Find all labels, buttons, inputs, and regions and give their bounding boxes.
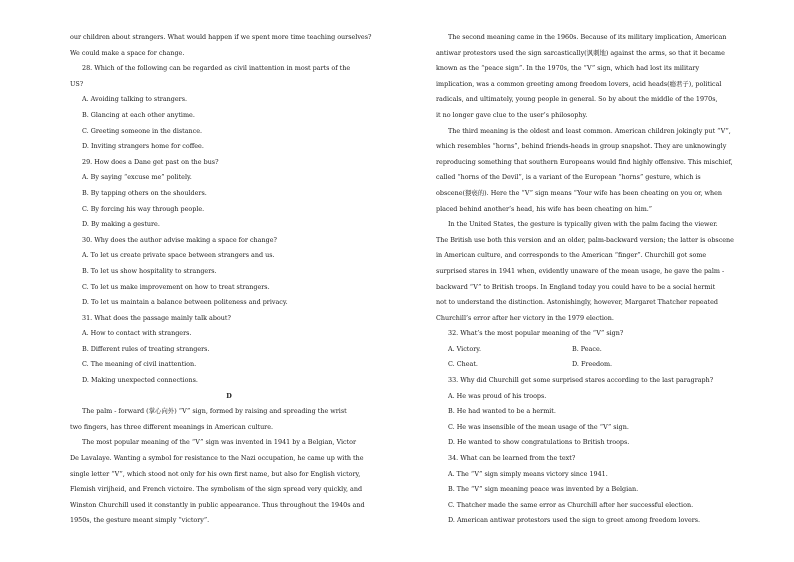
- section-heading: D: [226, 391, 232, 400]
- answer-option: D. American antiwar protestors used the sign to greet among freedom lovers.: [448, 516, 701, 525]
- answer-option: C. By forcing his way through people.: [82, 204, 205, 213]
- answer-option: A. Avoiding talking to strangers.: [82, 95, 187, 104]
- text-line: US?: [70, 79, 84, 88]
- text-line: called “horns of the Devil”, is a variant of the European “horns” gesture, which is: [436, 173, 701, 182]
- paragraph-start: The third meaning is the oldest and least common. American children jokingly put “V”,: [448, 126, 731, 135]
- text-line: two fingers, has three different meanings in American culture.: [70, 422, 274, 431]
- text-line: it no longer gave clue to the user’s philosophy.: [436, 110, 588, 119]
- answer-option: D. By making a gesture.: [82, 220, 160, 229]
- paragraph-start: 31. What does the passage mainly talk about?: [82, 313, 231, 322]
- answer-option: B. Peace.: [572, 344, 602, 353]
- text-line: not to understand the distinction. Astonishingly, however, Margaret Thatcher repeated: [436, 298, 718, 307]
- text-line: our children about strangers. What would happen if we spent more time teaching ourselves?: [70, 33, 372, 41]
- paragraph-start: The most popular meaning of the “V” sign was invented in 1941 by a Belgian, Victor: [82, 438, 357, 447]
- answer-option: A. By saying “excuse me” politely.: [82, 173, 192, 182]
- left-column: [70, 30, 388, 529]
- paragraph-start: The palm - forward (掌心向外) “V” sign, formed by raising and spreading the wrist: [82, 407, 347, 416]
- paragraph-start: 32. What’s the most popular meaning of the “V” sign?: [448, 329, 624, 338]
- text-line: surprised stares in 1941 when, evidently unaware of the mean usage, he gave the palm -: [436, 266, 725, 275]
- text-line: antiwar protestors used the sign sarcastically(讽刺地) against the arms, so that it became: [436, 48, 725, 57]
- answer-option-row: [436, 342, 754, 358]
- text-line: The British use both this version and an older, palm-backward version; the latter is obscene: [436, 235, 734, 244]
- answer-option: B. The “V” sign meaning peace was invented by a Belgian.: [448, 485, 639, 494]
- text-line: which resembles “horns”, behind friends-heads in group snapshot. They are unknowingly: [436, 142, 727, 151]
- paragraph-start: 28. Which of the following can be regarded as civil inattention in most parts of the: [82, 64, 351, 73]
- text-line: Flemish virijheid, and French victoire. The symbolism of the sign spread very quickly, and: [70, 485, 363, 494]
- answer-option: D. Freedom.: [572, 360, 613, 369]
- text-line: implication, was a common greeting among freedom lovers, acid heads(瘾君子), political: [436, 79, 722, 88]
- answer-option: C. He was insensible of the mean usage of the “V” sign.: [448, 422, 629, 431]
- answer-option: D. He wanted to show congratulations to British troops.: [448, 438, 630, 447]
- paragraph-start: 30. Why does the author advise making a space for change?: [82, 235, 277, 244]
- answer-option: B. To let us show hospitality to strangers.: [82, 266, 217, 275]
- text-line: We could make a space for change.: [70, 48, 185, 57]
- answer-option: A. The “V” sign simply means victory since 1941.: [448, 469, 608, 478]
- text-line: Churchill’s error after her victory in the 1979 election.: [436, 313, 614, 322]
- answer-option: A. Victory.: [448, 344, 482, 353]
- text-line: placed behind another’s head, his wife has been cheating on him.”: [436, 204, 653, 213]
- paragraph-start: In the United States, the gesture is typically given with the palm facing the viewer.: [448, 220, 718, 229]
- answer-option: B. Glancing at each other anytime.: [82, 110, 195, 119]
- answer-option: A. To let us create private space between strangers and us.: [82, 251, 275, 260]
- text-line: backward “V” to British troops. In England today you could have to be a social hermit: [436, 282, 716, 291]
- text-line: De Lavalaye. Wanting a symbol for resistance to the Nazi occupation, he came up with the: [70, 454, 364, 463]
- answer-option: C. Cheat.: [448, 360, 478, 369]
- text-line: obscene(猥亵的). Here the “V” sign means “Your wife has been cheating on you or, when: [436, 188, 723, 197]
- answer-option: A. How to contact with strangers.: [82, 329, 192, 338]
- text-line: single letter “V”, which stood not only for his own first name, but also for English victory,: [70, 469, 361, 478]
- answer-option: B. By tapping others on the shoulders.: [82, 188, 207, 197]
- paragraph-start: 29. How does a Dane get past on the bus?: [82, 157, 219, 166]
- paragraph-start: 34. What can be learned from the text?: [448, 454, 576, 463]
- answer-option: C. The meaning of civil inattention.: [82, 360, 197, 369]
- text-line: reproducing something that southern Europeans would find highly offensive. This mischief,: [436, 157, 733, 166]
- text-line: in American culture, and corresponds to the American “finger”. Churchill got some: [436, 251, 707, 260]
- answer-option: C. To let us make improvement on how to treat strangers.: [82, 282, 270, 291]
- answer-option: B. He had wanted to be a hermit.: [448, 407, 556, 416]
- answer-option-row: [436, 357, 754, 373]
- text-line: 1950s, the gesture meant simply “victory”.: [70, 516, 210, 525]
- answer-option: B. Different rules of treating strangers.: [82, 344, 210, 353]
- text-line: Winston Churchill used it constantly in public appearance. Thus throughout the 1940s and: [70, 500, 365, 509]
- text-line: radicals, and ultimately, young people in general. So by about the middle of the 1970s,: [436, 95, 718, 104]
- answer-option: C. Thatcher made the same error as Churchill after her successful election.: [448, 500, 694, 509]
- answer-option: C. Greeting someone in the distance.: [82, 126, 203, 135]
- answer-option: D. Making unexpected connections.: [82, 376, 198, 385]
- answer-option: A. He was proud of his troops.: [448, 391, 547, 400]
- right-column: [436, 30, 754, 529]
- text-line: known as the “peace sign”. In the 1970s, the “V” sign, which had lost its military: [436, 64, 700, 73]
- paragraph-start: The second meaning came in the 1960s. Because of its military implication, American: [448, 33, 727, 41]
- paragraph-start: 33. Why did Churchill get some surprised stares according to the last paragraph?: [448, 376, 714, 385]
- answer-option: D. To let us maintain a balance between politeness and privacy.: [82, 298, 288, 307]
- answer-option: D. Inviting strangers home for coffee.: [82, 142, 204, 151]
